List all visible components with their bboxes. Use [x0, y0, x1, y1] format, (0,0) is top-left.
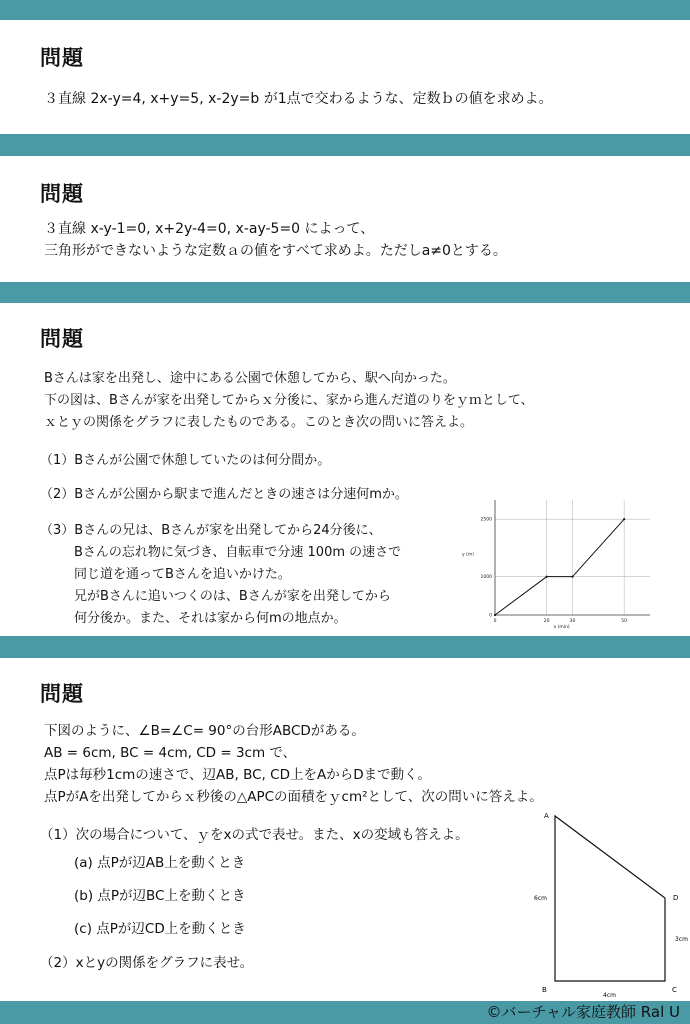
x-tick-label: 0 [493, 619, 497, 624]
problem3-q3-line-5: 何分後か。また、それは家から何mの地点か。 [74, 611, 347, 626]
problem3-intro-line-1: Bさんは家を出発し、途中にある公園で休憩してから、駅へ向かった。 [44, 371, 456, 386]
problem3-q3-line-3: 同じ道を通ってBさんを追いかけた。 [74, 567, 291, 582]
vertex-a-label: A [544, 812, 549, 820]
problem4-q1a: (a) 点Pが辺AB上を動くとき [74, 855, 246, 871]
problem4-intro [44, 720, 543, 808]
problem3-q3-line-1: （3）Bさんの兄は、Bさんが家を出発してから24分後に、 [40, 523, 382, 538]
x-tick-label: 20 [543, 619, 550, 624]
data-point [623, 518, 625, 520]
cd-length-label: 3cm [675, 936, 688, 943]
problem3-title: 問題 [40, 327, 84, 351]
problem4-intro-line-1: 下図のように、∠B=∠C= 90°の台形ABCDがある。 [44, 723, 365, 739]
x-tick-label: 50 [621, 619, 628, 624]
problem1-title: 問題 [40, 46, 84, 70]
problem2-line-1: ３直線 x-y-1=0, x+2y-4=0, x-ay-5=0 によって、 [44, 221, 375, 237]
problem2-line-2: 三角形ができないような定数ａの値をすべて求めよ。ただしa≠0とする。 [44, 243, 507, 259]
problem3-intro-line-3: ｘとｙの関係をグラフに表したものである。このとき次の問いに答えよ。 [44, 415, 474, 430]
problem2-text [44, 218, 507, 262]
distance-time-chart [460, 488, 660, 633]
divider-band-3 [0, 636, 690, 658]
x-axis-label: x (min) [553, 625, 570, 630]
data-point [571, 576, 573, 578]
data-point [546, 576, 548, 578]
ab-length-label: 6cm [534, 895, 547, 902]
vertex-b-label: B [542, 986, 547, 994]
problem4-intro-line-2: AB = 6cm, BC = 4cm, CD = 3cm で、 [44, 745, 297, 761]
top-band [0, 0, 690, 20]
trapezoid-figure [520, 806, 690, 1002]
data-point [494, 614, 496, 616]
problem2-title: 問題 [40, 182, 84, 206]
problem4-intro-line-3: 点Pは毎秒1cmの速さで、辺AB, BC, CD上をAからDまで動く。 [44, 767, 431, 783]
problem4-q1b: (b) 点Pが辺BC上を動くとき [74, 888, 246, 904]
divider-band-2 [0, 282, 690, 303]
problem1-text: ３直線 2x-y=4, x+y=5, x-2y=b が1点で交わるような、定数ｂの値を求めよ。 [44, 91, 553, 107]
vertex-d-label: D [673, 894, 679, 902]
problem4-q1: （1）次の場合について、ｙをxの式で表せ。また、xの変域も答えよ。 [40, 827, 469, 843]
y-tick-label: 0 [489, 613, 492, 619]
bc-length-label: 4cm [603, 992, 616, 999]
problem4-q2: （2）xとyの関係をグラフに表せ。 [40, 955, 254, 971]
y-tick-label: 2500 [480, 517, 492, 523]
divider-band-1 [0, 134, 690, 156]
problem4-title: 問題 [40, 682, 84, 706]
problem3-q3-line-4: 兄がBさんに追いつくのは、Bさんが家を出発してから [74, 589, 391, 604]
footer-copyright: ©バーチャル家庭教師 Ral U [486, 1003, 680, 1021]
problem3-q1: （1）Bさんが公園で休憩していたのは何分間か。 [40, 453, 331, 468]
problem3-q3 [40, 520, 401, 630]
x-tick-label: 30 [569, 619, 576, 624]
problem4-q1c: (c) 点Pが辺CD上を動くとき [74, 921, 246, 937]
y-axis-label: y (m) [462, 552, 474, 558]
problem3-intro-line-2: 下の図は、Bさんが家を出発してからｘ分後に、家から進んだ道のりをｙｍとして、 [44, 393, 534, 408]
vertex-c-label: C [672, 986, 677, 994]
y-tick-label: 1000 [480, 575, 492, 581]
series-line [495, 519, 624, 615]
problem4-intro-line-4: 点PがAを出発してからｘ秒後の△APCの面積をｙcm²として、次の問いに答えよ。 [44, 789, 543, 805]
problem3-intro [44, 368, 534, 434]
problem3-q3-line-2: Bさんの忘れ物に気づき、自転車で分速 100m の速さで [74, 545, 402, 560]
trapezoid-shape [555, 816, 665, 981]
problem3-q2: （2）Bさんが公園から駅まで進んだときの速さは分速何mか。 [40, 487, 408, 502]
